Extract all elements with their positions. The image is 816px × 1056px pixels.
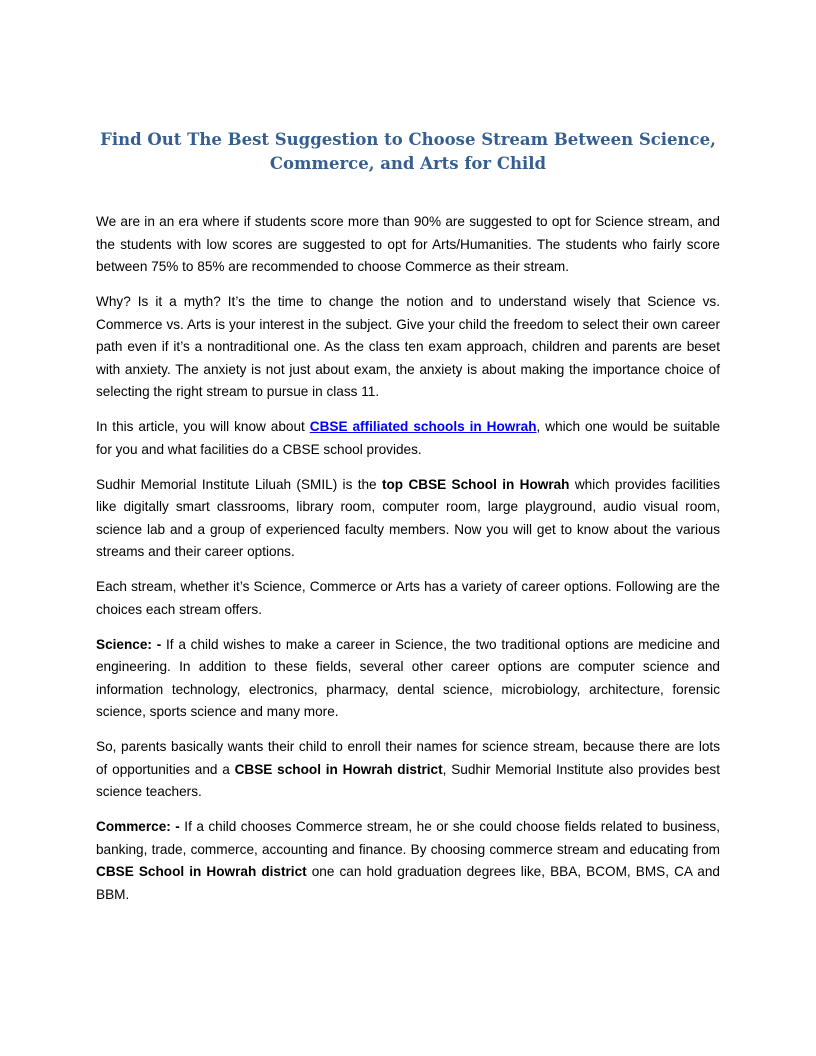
text-segment: , which one would be suitable for you and what facilities do a CBSE school provides. xyxy=(96,419,720,457)
paragraph-science xyxy=(96,634,720,724)
paragraph-parents xyxy=(96,736,720,804)
title-line-1: Find Out The Best Suggestion to Choose Stream Between Science, xyxy=(100,130,716,149)
bold-phrase: CBSE School in Howrah district xyxy=(96,864,307,879)
paragraph-commerce xyxy=(96,816,720,906)
science-label: Science: - xyxy=(96,636,162,652)
cbse-schools-howrah-link[interactable]: CBSE affiliated schools in Howrah xyxy=(309,419,537,434)
title-line-2: Commerce, and Arts for Child xyxy=(269,154,547,173)
paragraph-intro: We are in an era where if students score more than 90% are suggested to opt for Science stream, and the students with low scores are suggested to opt for Arts/Humanities. The students who fairly score between 75% to 85% are recommended to choose Commerce as their stream. xyxy=(96,214,720,274)
article-body xyxy=(96,211,720,919)
paragraph-article-intro xyxy=(96,416,720,461)
text-segment: In this article, you will know about xyxy=(96,419,310,434)
bold-phrase: CBSE school in Howrah district xyxy=(234,761,443,777)
text-segment: Sudhir Memorial Institute Liluah (SMIL) is the xyxy=(96,476,382,492)
text-segment: So, parents basically wants their child to enroll their names for science stream, because there are lots of opportunities and a xyxy=(96,739,720,777)
page-title xyxy=(96,128,720,176)
text-segment: one can hold graduation degrees like, BBA, BCOM, BMS, CA and BBM. xyxy=(96,864,720,902)
text-segment: which provides facilities like digitally smart classrooms, library room, computer room, large playground, audio visual room, science lab and a group of experienced faculty members. Now you will get to know about the various streams and their career options. xyxy=(96,476,720,559)
text-segment: , Sudhir Memorial Institute also provides best science teachers. xyxy=(96,761,720,799)
bold-phrase: top CBSE School in Howrah xyxy=(381,476,570,492)
paragraph-streams: Each stream, whether it’s Science, Commerce or Arts has a variety of career options. Following are the choices each stream offers. xyxy=(96,579,720,617)
paragraph-myth: Why? Is it a myth? It’s the time to change the notion and to understand wisely that Science vs. Commerce vs. Arts is your interest in the subject. Give your child the freedom to select their own career path even if it’s a nontraditional one. As the class ten exam approach, children and parents are beset with anxiety. The anxiety is not just about exam, the anxiety is about making the importance choice of selecting the right stream to pursue in class 11. xyxy=(96,294,720,399)
commerce-label: Commerce: - xyxy=(96,819,180,834)
text-segment: If a child wishes to make a career in Science, the two traditional options are medicine and engineering. In addition to these fields, several other career options are computer science and information technology, electronics, pharmacy, dental science, microbiology, architecture, forensic science, sports science and many more. xyxy=(96,636,720,719)
text-segment: If a child chooses Commerce stream, he or she could choose fields related to business, banking, trade, commerce, accounting and finance. By choosing commerce stream and educating from xyxy=(96,819,720,857)
paragraph-smil xyxy=(96,474,720,564)
